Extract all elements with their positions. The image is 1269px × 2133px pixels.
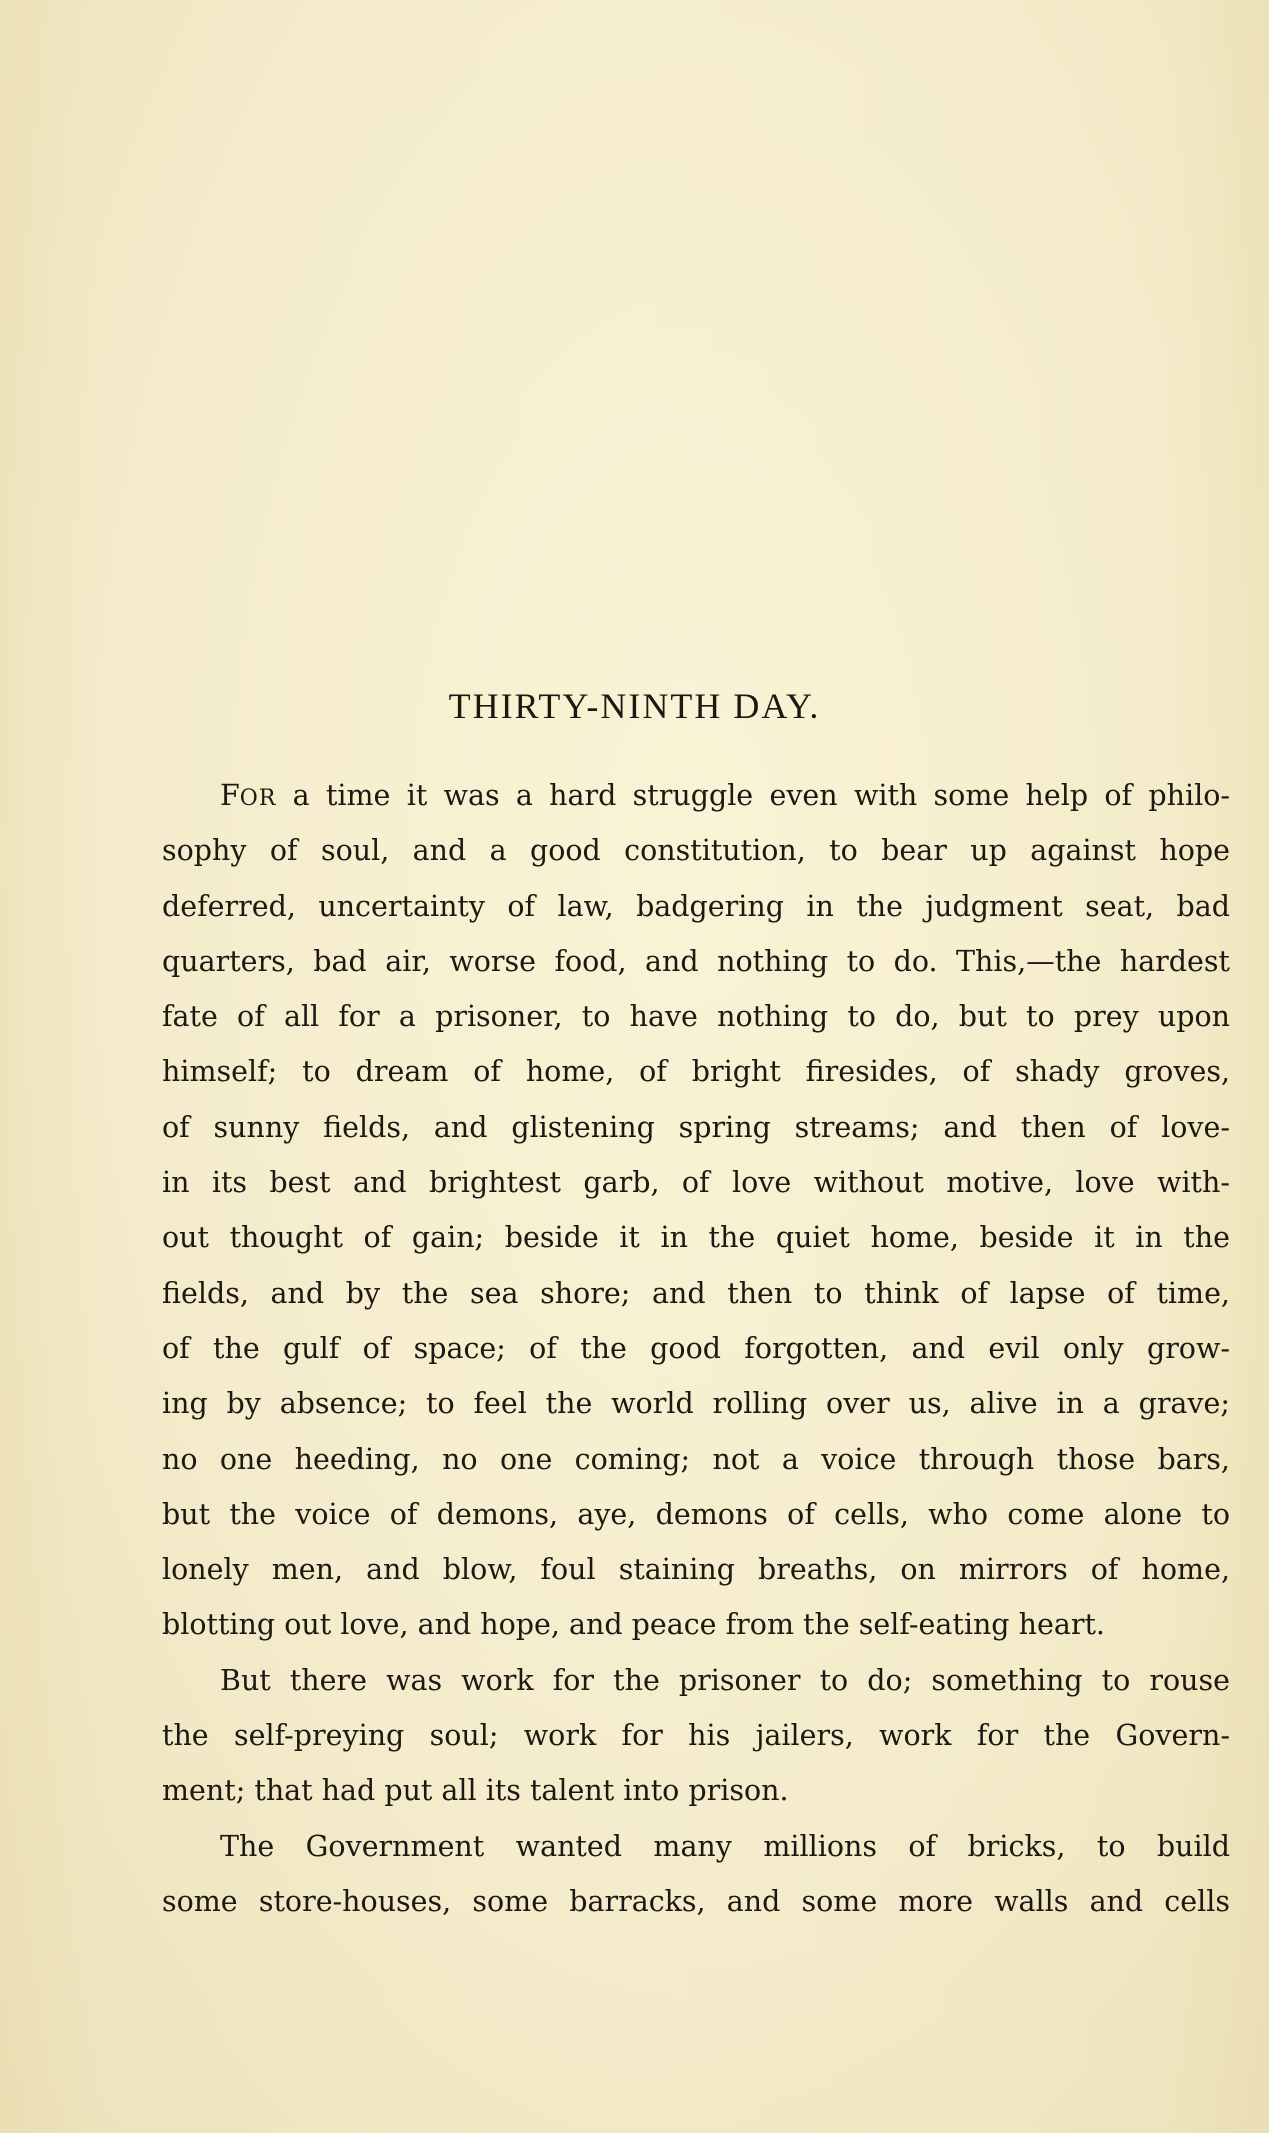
lead-word-small-caps: OR — [239, 786, 277, 811]
text-line: fate of all for a prisoner, to have nothing to do, but to prey upon — [162, 1000, 1230, 1034]
text-line: lonely men, and blow, foul staining breaths, on mirrors of home, — [162, 1553, 1230, 1587]
text-line: of sunny fields, and glistening spring streams; and then of love- — [162, 1110, 1230, 1144]
text-line: the self-preying soul; work for his jailers, work for the Govern- — [162, 1719, 1230, 1753]
text-line: ing by absence; to feel the world rolling over us, alive in a grave; — [162, 1387, 1230, 1421]
text-line — [162, 768, 1230, 823]
text-line: but the voice of demons, aye, demons of cells, who come alone to — [162, 1497, 1230, 1531]
chapter-title: THIRTY-NINTH DAY. — [448, 686, 821, 726]
text-line: deferred, uncertainty of law, badgering in the judgment seat, bad — [162, 889, 1230, 923]
line-text: a time it was a hard struggle even with some help of philo- — [276, 779, 1230, 812]
text-line: sophy of soul, and a good constitution, to bear up against hope — [162, 834, 1230, 868]
text-line: himself; to dream of home, of bright firesides, of shady groves, — [162, 1055, 1230, 1089]
text-line: ment; that had put all its talent into prison. — [162, 1774, 789, 1808]
text-line: But there was work for the prisoner to do; something to rouse — [220, 1663, 1230, 1697]
body-text — [162, 768, 1230, 1929]
lead-word-capital: F — [220, 779, 240, 812]
text-line: no one heeding, no one coming; not a voice through those bars, — [162, 1442, 1230, 1476]
text-line: The Government wanted many millions of bricks, to build — [220, 1829, 1230, 1863]
text-line: of the gulf of space; of the good forgotten, and evil only grow- — [162, 1331, 1230, 1365]
text-line: in its best and brightest garb, of love without motive, love with- — [162, 1166, 1230, 1200]
text-line: quarters, bad air, worse food, and nothing to do. This,—the hardest — [162, 944, 1230, 978]
bleed-through-shadow — [0, 120, 1269, 760]
text-line: out thought of gain; beside it in the quiet home, beside it in the — [162, 1221, 1230, 1255]
text-line: fields, and by the sea shore; and then to think of lapse of time, — [162, 1276, 1230, 1310]
text-line: blotting out love, and hope, and peace from the self-eating heart. — [162, 1608, 1105, 1642]
text-line: some store-houses, some barracks, and some more walls and cells — [162, 1884, 1230, 1918]
